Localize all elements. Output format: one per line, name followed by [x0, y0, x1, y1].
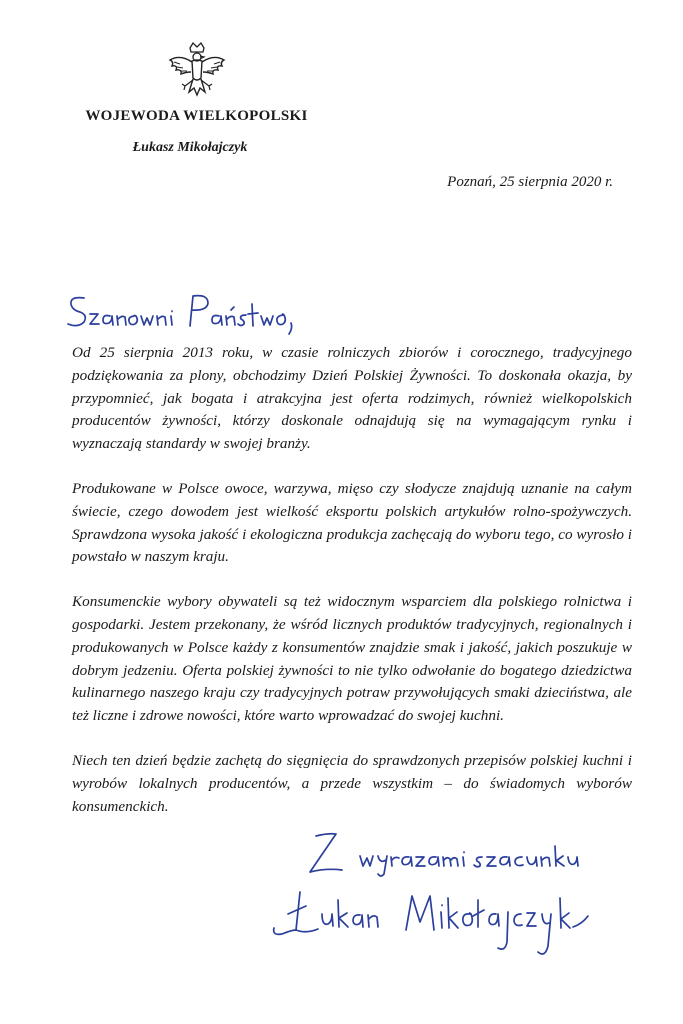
handwritten-closing-and-signature — [270, 830, 620, 970]
signer-name: Łukasz Mikołajczyk — [132, 140, 248, 155]
paragraph: Produkowane w Polsce owoce, warzywa, mięso czy słodycze znajdują uznanie na całym świecie, czego dowodem jest wielkość eksportu polskich artykułów rolno-spożywczych. Sprawdzona wysoka jakość i ekologiczna produkcja zachęcają do wyboru tego, co wyrosło i powstało w naszym kraju. — [72, 479, 632, 566]
place-date: Poznań, 25 sierpnia 2020 r. — [447, 174, 613, 190]
office-title: WOJEWODA WIELKOPOLSKI — [85, 108, 308, 124]
letter-body — [72, 342, 632, 840]
paragraph: Niech ten dzień będzie zachętą do sięgnięcia do sprawdzonych przepisów polskiej kuchni i wyrobów lokalnych producentów, a przede wszystkim – do świadomych wyborów konsumenckich. — [72, 751, 632, 815]
handwritten-salutation — [62, 290, 322, 340]
polish-white-eagle-icon — [164, 40, 230, 106]
paragraph: Konsumenckie wybory obywateli są też widocznym wsparciem dla polskiego rolnictwa i gospodarki. Jestem przekonany, że wśród licznych produktów tradycyjnych, regionalnych i produkowanych w Polsce każdy z konsumentów znajdzie smak i jakość, jakich poszukuje w dobrym jedzeniu. Oferta polskiej żywności to nie tylko odwołanie do bogatego dziedzictwa kulinarnego naszego kraju czy tradycyjnych potraw przywołujących smaki dzieciństwa, ale też liczne i zdrowe nowości, które warto wprowadzać do swojej kuchni. — [72, 593, 632, 725]
paragraph: Od 25 sierpnia 2013 roku, w czasie rolniczych zbiorów i corocznego, tradycyjnego podziękowania za plony, obchodzimy Dzień Polskiej Żywności. To doskonała okazja, by przypomnieć, jak bogata i atrakcyjna jest oferta rodzimych, również wielkopolskich producentów żywności, którzy doskonale odnajdują się na wymagającym rynku i wyznaczają standardy w swojej branży. — [72, 344, 632, 453]
